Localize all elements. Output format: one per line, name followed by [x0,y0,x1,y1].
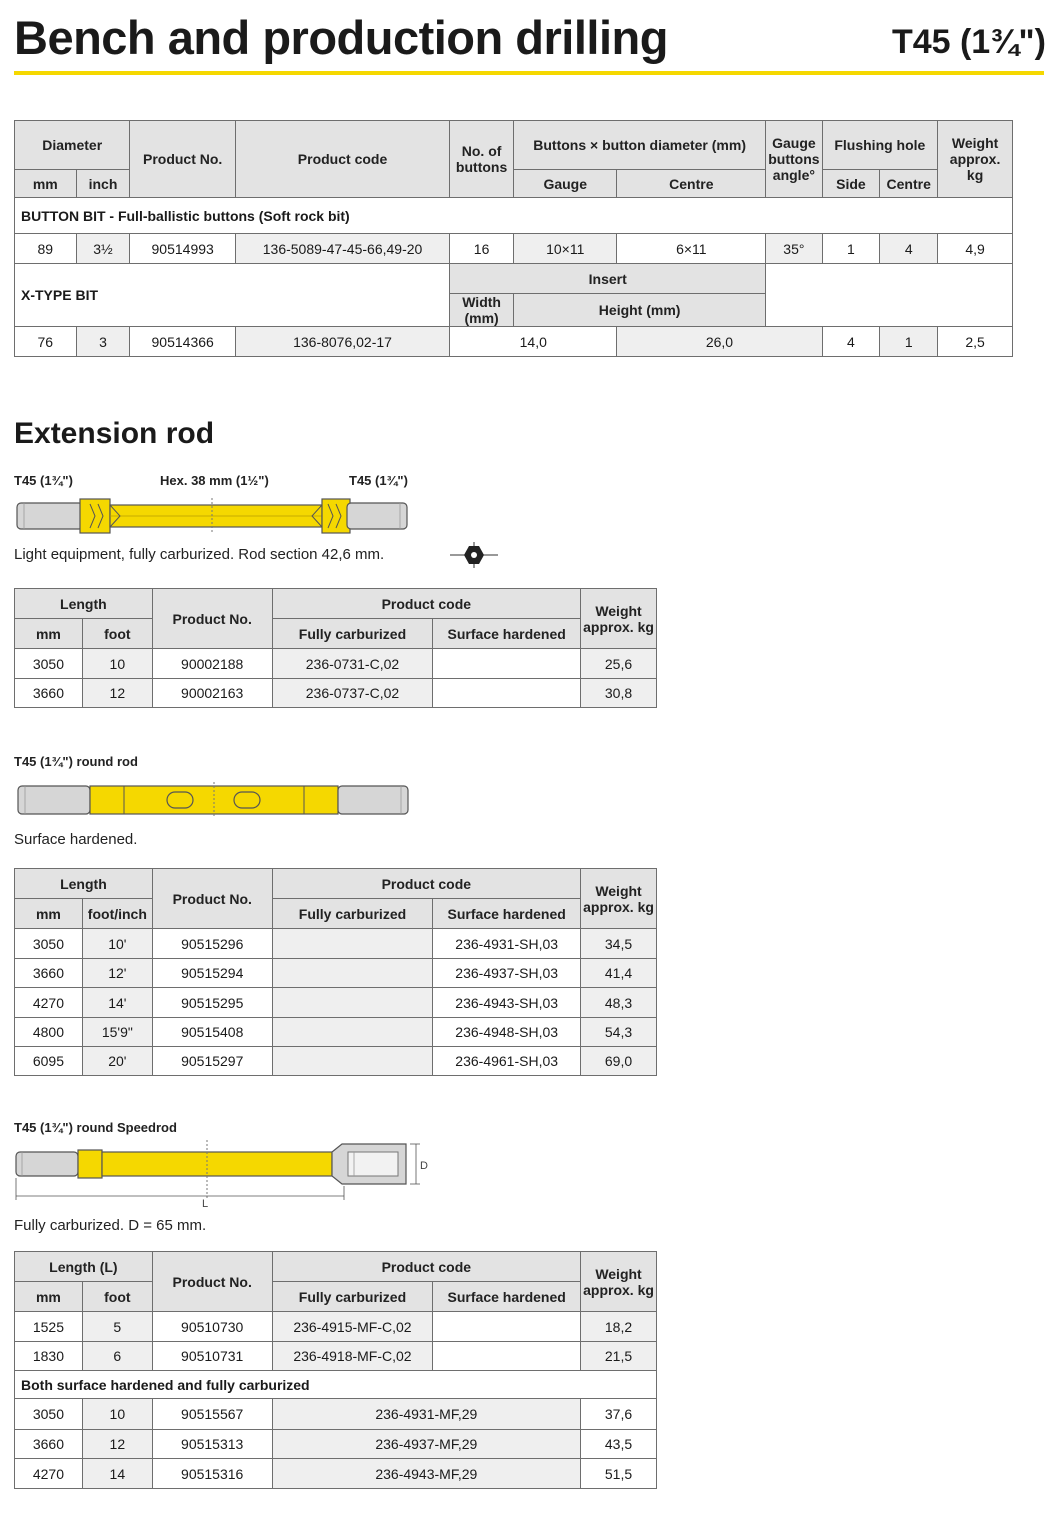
cell-fully: 236-4915-MF-C,02 [272,1312,433,1342]
hex-rod-label-right: T45 (1¾") [349,473,408,488]
hex-rod-label-left: T45 (1¾") [14,473,73,488]
cell-flush-centre: 4 [880,234,938,264]
cell-flush-centre: 1 [880,327,938,357]
th-foot: foot [82,1282,152,1312]
speedrod-caption: Fully carburized. D = 65 mm. [14,1217,207,1234]
cell-mm: 89 [15,234,77,264]
th-length: Length [15,589,153,619]
th-insert-height: Height (mm) [514,294,766,327]
th-length: Length (L) [15,1252,153,1282]
th-mm: mm [15,619,83,649]
cell-mm: 4270 [15,1459,83,1489]
cell-surface: 236-4931-SH,03 [433,929,581,959]
th-gauge-angle: Gauge buttons angle° [766,121,822,198]
cell-angle: 35° [766,234,822,264]
cell-surface [433,679,581,708]
round-rod-label: T45 (1¾") round rod [14,754,138,769]
cell-mm: 76 [15,327,77,357]
cell-inch: 3 [76,327,130,357]
cell-surface: 236-4948-SH,03 [433,1018,581,1047]
th-fully-carburized: Fully carburized [272,1282,433,1312]
cell-fully [272,988,433,1018]
cell-weight: 51,5 [581,1459,657,1489]
th-surface-hardened: Surface hardened [433,619,581,649]
cell-mm: 1525 [15,1312,83,1342]
cell-fully: 236-4918-MF-C,02 [272,1342,433,1371]
cell-mm: 6095 [15,1047,83,1076]
cell-weight: 25,6 [581,649,657,679]
cell-surface [433,1312,581,1342]
cell-foot: 10' [82,929,152,959]
cell-weight: 48,3 [581,988,657,1018]
cell-code: 236-4943-MF,29 [272,1459,580,1489]
cell-weight: 54,3 [581,1018,657,1047]
section-both: Both surface hardened and fully carburized [15,1371,657,1399]
cell-product-no: 90515408 [152,1018,272,1047]
th-product-no: Product No. [152,589,272,649]
th-flushing-hole: Flushing hole [822,121,938,170]
cell-weight: 41,4 [581,959,657,988]
title-underline [14,71,1044,75]
cell-product-code: 136-5089-47-45-66,49-20 [235,234,449,264]
round-rod-drawing [14,780,414,820]
cell-weight: 34,5 [581,929,657,959]
page-title: Bench and production drilling [14,11,668,64]
cell-weight: 69,0 [581,1047,657,1076]
th-product-code: Product code [272,589,580,619]
cell-product-no: 90510731 [152,1342,272,1371]
cell-mm: 3660 [15,679,83,708]
th-product-code: Product code [235,121,449,198]
cell-foot: 14 [82,1459,152,1489]
cell-product-no: 90514366 [130,327,236,357]
cell-surface: 236-4961-SH,03 [433,1047,581,1076]
th-weight: Weight approx. kg [581,589,657,649]
hex-section-icon [448,540,500,570]
cell-product-no: 90002188 [152,649,272,679]
bits-table [14,120,1013,357]
th-length: Length [15,869,153,899]
th-side: Side [822,170,880,198]
cell-foot: 20' [82,1047,152,1076]
cell-product-no: 90515313 [152,1430,272,1459]
cell-buttons: 16 [450,234,514,264]
cell-foot: 12 [82,1430,152,1459]
cell-gauge: 10×11 [514,234,617,264]
cell-foot: 14' [82,988,152,1018]
speedrod-label: T45 (1¾") round Speedrod [14,1120,177,1135]
th-gauge: Gauge [514,170,617,198]
th-insert-width: Width (mm) [450,294,514,327]
cell-mm: 3660 [15,959,83,988]
cell-mm: 4800 [15,1018,83,1047]
cell-foot: 10 [82,1399,152,1430]
round-rod-table [14,868,657,1076]
cell-side: 4 [822,327,880,357]
th-product-code: Product code [272,869,580,899]
cell-foot: 12 [82,679,152,708]
cell-width: 14,0 [450,327,617,357]
cell-inch: 3½ [76,234,130,264]
cell-fully: 236-0731-C,02 [272,649,433,679]
th-product-code: Product code [272,1252,580,1282]
th-fully-carburized: Fully carburized [272,619,433,649]
cell-product-no: 90002163 [152,679,272,708]
th-foot: foot [82,619,152,649]
th-inch: inch [76,170,130,198]
cell-foot: 10 [82,649,152,679]
cell-fully [272,1018,433,1047]
cell-product-no: 90514993 [130,234,236,264]
cell-code: 236-4937-MF,29 [272,1430,580,1459]
th-fully-carburized: Fully carburized [272,899,433,929]
th-product-no: Product No. [152,869,272,929]
cell-product-no: 90515295 [152,988,272,1018]
cell-centre: 6×11 [617,234,766,264]
th-mm: mm [15,899,83,929]
cell-mm: 4270 [15,988,83,1018]
series-label: T45 (1¾") [891,23,1046,61]
cell-surface: 236-4937-SH,03 [433,959,581,988]
cell-mm: 3050 [15,929,83,959]
th-product-no: Product No. [152,1252,272,1312]
cell-product-no: 90515296 [152,929,272,959]
cell-product-no: 90515297 [152,1047,272,1076]
th-foot-inch: foot/inch [82,899,152,929]
cell-weight: 21,5 [581,1342,657,1371]
th-weight: Weight approx. kg [938,121,1013,198]
cell-side: 1 [822,234,880,264]
cell-weight: 37,6 [581,1399,657,1430]
th-buttons-diameter: Buttons × button diameter (mm) [514,121,766,170]
cell-surface: 236-4943-SH,03 [433,988,581,1018]
hex-rod-drawing [14,496,414,536]
speedrod-drawing [12,1138,442,1210]
cell-mm: 1830 [15,1342,83,1371]
th-mm: mm [15,1282,83,1312]
cell-weight: 2,5 [938,327,1013,357]
cell-foot: 6 [82,1342,152,1371]
cell-weight: 18,2 [581,1312,657,1342]
cell-product-no: 90515567 [152,1399,272,1430]
th-centre: Centre [617,170,766,198]
th-weight: Weight approx. kg [581,1252,657,1312]
dimension-l-label: L [202,1198,209,1210]
cell-foot: 5 [82,1312,152,1342]
cell-mm: 3050 [15,649,83,679]
cell-mm: 3660 [15,1430,83,1459]
th-insert: Insert [450,264,766,294]
cell-fully [272,959,433,988]
cell-mm: 3050 [15,1399,83,1430]
hex-rod-label-mid: Hex. 38 mm (1½") [160,473,269,488]
th-mm: mm [15,170,77,198]
cell-weight: 30,8 [581,679,657,708]
hex-rod-table [14,588,657,708]
cell-fully: 236-0737-C,02 [272,679,433,708]
cell-surface [433,1342,581,1371]
blank-cell [766,264,1013,327]
cell-product-no: 90510730 [152,1312,272,1342]
cell-code: 236-4931-MF,29 [272,1399,580,1430]
hex-rod-caption: Light equipment, fully carburized. Rod section 42,6 mm. [14,546,385,563]
cell-height: 26,0 [617,327,822,357]
speedrod-table [14,1251,657,1489]
th-surface-hardened: Surface hardened [433,1282,581,1312]
cell-fully [272,1047,433,1076]
cell-foot: 12' [82,959,152,988]
cell-surface [433,649,581,679]
th-flush-centre: Centre [880,170,938,198]
cell-foot: 15'9" [82,1018,152,1047]
th-surface-hardened: Surface hardened [433,899,581,929]
cell-fully [272,929,433,959]
section-x-type-bit: X-TYPE BIT [15,264,450,327]
extension-rod-heading: Extension rod [14,417,215,450]
round-rod-caption: Surface hardened. [14,831,138,848]
cell-product-no: 90515294 [152,959,272,988]
th-product-no: Product No. [130,121,236,198]
cell-product-code: 136-8076,02-17 [235,327,449,357]
section-button-bit: BUTTON BIT - Full-ballistic buttons (Soft rock bit) [15,198,1013,234]
th-no-buttons: No. of buttons [450,121,514,198]
th-diameter: Diameter [15,121,130,170]
th-weight: Weight approx. kg [581,869,657,929]
cell-product-no: 90515316 [152,1459,272,1489]
dimension-d-label: D [420,1160,428,1172]
cell-weight: 43,5 [581,1430,657,1459]
cell-weight: 4,9 [938,234,1013,264]
